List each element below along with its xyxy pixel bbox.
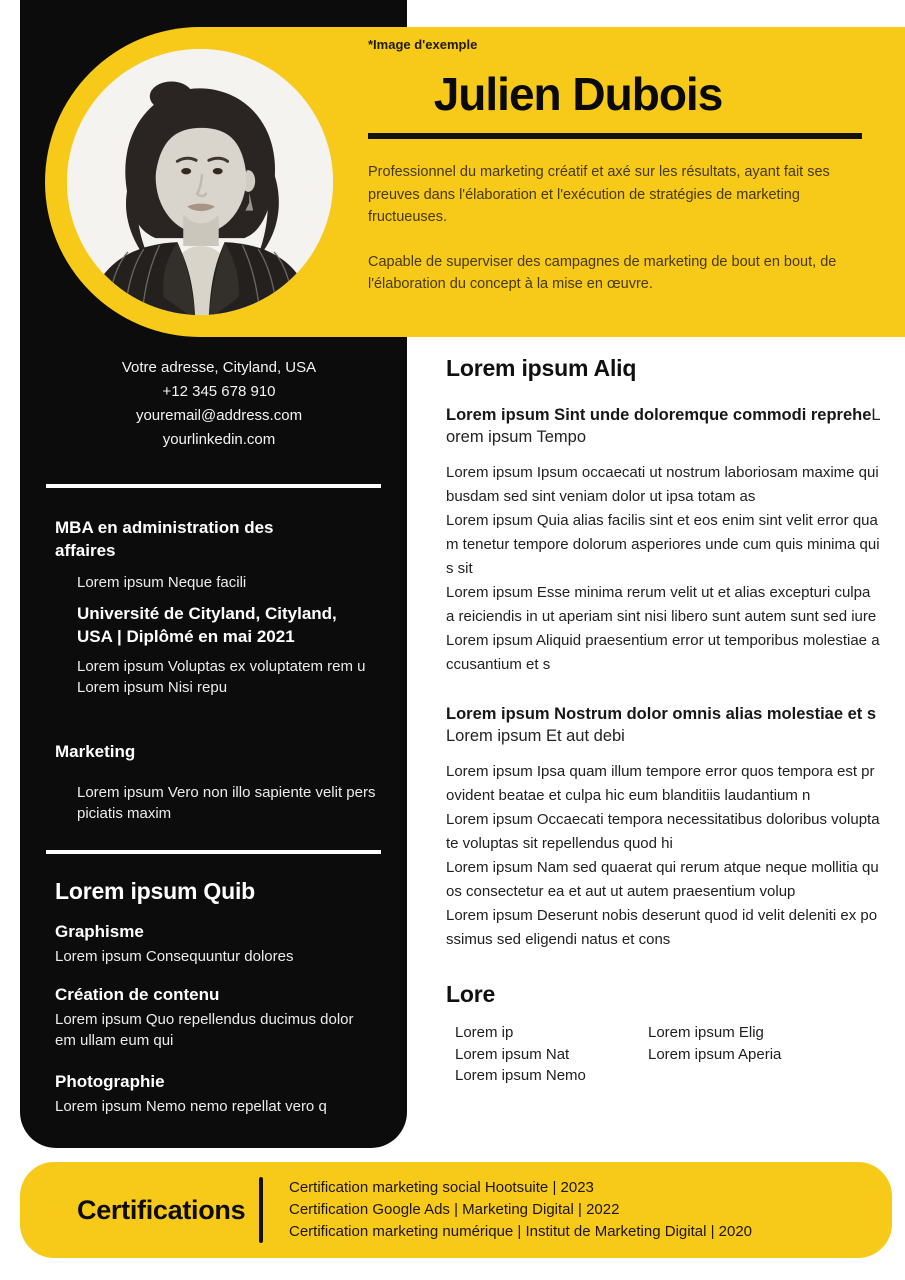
certification-item: Certification Google Ads | Marketing Digital | 2022	[289, 1200, 620, 1218]
skills-column-1	[446, 1022, 648, 1087]
contact-email: youremail@address.com	[135, 407, 303, 424]
contact-linkedin: yourlinkedin.com	[162, 431, 276, 448]
certifications-list	[289, 1177, 752, 1244]
skill-item-title: Création de contenu	[55, 985, 220, 1004]
skill-item-desc: Lorem ipsum Nemo nemo repellat vero q	[55, 1098, 327, 1115]
certifications-heading: Certifications	[77, 1194, 246, 1225]
header-text	[368, 27, 868, 337]
job-company: Lorem ipsum Et aut debi	[446, 727, 625, 745]
sidebar-divider	[46, 484, 381, 488]
contact-phone: +12 345 678 910	[162, 383, 276, 400]
sidebar-skills-heading: Lorem ipsum Quib	[55, 878, 255, 904]
education-degree: MBA en administration des affaires	[55, 518, 274, 560]
summary-paragraph: Professionnel du marketing créatif et axé sur les résultats, ayant fait ses preuves dans l'élaboration et l'exécution de stratégies de marketing fructueuses.	[368, 164, 830, 225]
contact-block	[55, 356, 383, 452]
experience-heading: Lorem ipsum Aliq	[446, 355, 637, 381]
education-degree-note: Lorem ipsum Neque facili	[77, 574, 247, 591]
portrait-illustration	[67, 49, 333, 315]
certifications-band	[20, 1162, 892, 1258]
job-bullet: Lorem ipsum Deserunt nobis deserunt quod id velit deleniti ex possimus sed eligendi natus et cons	[446, 907, 878, 948]
skills-column-2	[648, 1022, 882, 1087]
sidebar-divider	[46, 850, 381, 854]
contact-address: Votre adresse, Cityland, USA	[121, 359, 317, 376]
skills-section	[446, 980, 882, 1087]
experience-entry	[446, 404, 882, 677]
job-bullet: Lorem ipsum Occaecati tempora necessitatibus doloribus voluptate voluptas sit repellendus quod hi	[446, 811, 880, 852]
summary-paragraph: Capable de superviser des campagnes de marketing de bout en bout, de l'élaboration du concept à la mise en œuvre.	[368, 253, 837, 292]
sample-image-note: *Image d'exemple	[368, 37, 478, 52]
job-bullet: Lorem ipsum Aliquid praesentium error ut temporibus molestiae accusantium et s	[446, 632, 880, 673]
job-bullets	[446, 461, 882, 677]
education-school-note: Lorem ipsum Voluptas ex voluptatem rem u Lorem ipsum Nisi repu	[77, 658, 366, 696]
job-header	[446, 404, 882, 448]
job-header	[446, 703, 882, 747]
skill-entry: Lorem ipsum Aperia	[648, 1045, 782, 1063]
experience-entry	[446, 703, 882, 952]
main-column	[446, 354, 882, 1087]
marketing-heading: Marketing	[55, 742, 136, 761]
page-title: Julien Dubois	[433, 68, 723, 120]
job-bullet: Lorem ipsum Nam sed quaerat qui rerum atque neque mollitia quos consectetur ea et aut ut autem praesentium volup	[446, 859, 879, 900]
certification-item: Certification marketing numérique | Institut de Marketing Digital | 2020	[289, 1223, 753, 1241]
skill-entry: Lorem ipsum Nemo	[455, 1067, 586, 1084]
profile-photo	[67, 49, 333, 315]
skill-item-desc: Lorem ipsum Consequuntur dolores	[55, 948, 294, 965]
skill-entry: Lorem ipsum Nat	[455, 1045, 570, 1063]
skill-entry: Lorem ipsum Elig	[648, 1024, 764, 1041]
skill-item-title: Graphisme	[55, 922, 144, 941]
skill-item-title: Photographie	[55, 1072, 165, 1091]
profile-summary	[368, 161, 868, 296]
job-bullet: Lorem ipsum Ipsa quam illum tempore error quos tempora est provident beatae et culpa hic eum blanditiis laudantium n	[446, 763, 875, 804]
job-role: Lorem ipsum Sint unde doloremque commodi reprehe	[446, 406, 872, 424]
header-band	[45, 27, 905, 337]
job-bullet: Lorem ipsum Quia alias facilis sint et eos enim sint velit error quam tenetur tempore dolorum asperiores unde cum quis minima quis sit	[446, 512, 880, 577]
certifications-divider	[259, 1177, 263, 1243]
skills-heading: Lore	[446, 981, 496, 1007]
job-company: Lorem ipsum Tempo	[446, 406, 881, 446]
job-bullet: Lorem ipsum Ipsum occaecati ut nostrum laboriosam maxime quibusdam sed sint veniam dolor ut ipsa totam as	[446, 464, 879, 505]
job-bullets	[446, 760, 882, 952]
skill-entry: Lorem ip	[455, 1024, 514, 1041]
marketing-note: Lorem ipsum Vero non illo sapiente velit perspiciatis maxim	[77, 784, 376, 822]
education-school: Université de Cityland, Cityland, USA | Diplômé en mai 2021	[77, 604, 337, 646]
job-bullet: Lorem ipsum Esse minima rerum velit ut et alias excepturi culpa a reiciendis in ut aperiam sint nisi libero sunt autem sunt sed iure	[446, 584, 877, 625]
skills-columns	[446, 1022, 882, 1087]
certification-item: Certification marketing social Hootsuite | 2023	[289, 1178, 594, 1196]
skill-item-desc: Lorem ipsum Quo repellendus ducimus dolor em ullam eum qui	[55, 1011, 354, 1049]
title-underline	[368, 133, 862, 139]
job-role: Lorem ipsum Nostrum dolor omnis alias molestiae et s	[446, 705, 877, 723]
